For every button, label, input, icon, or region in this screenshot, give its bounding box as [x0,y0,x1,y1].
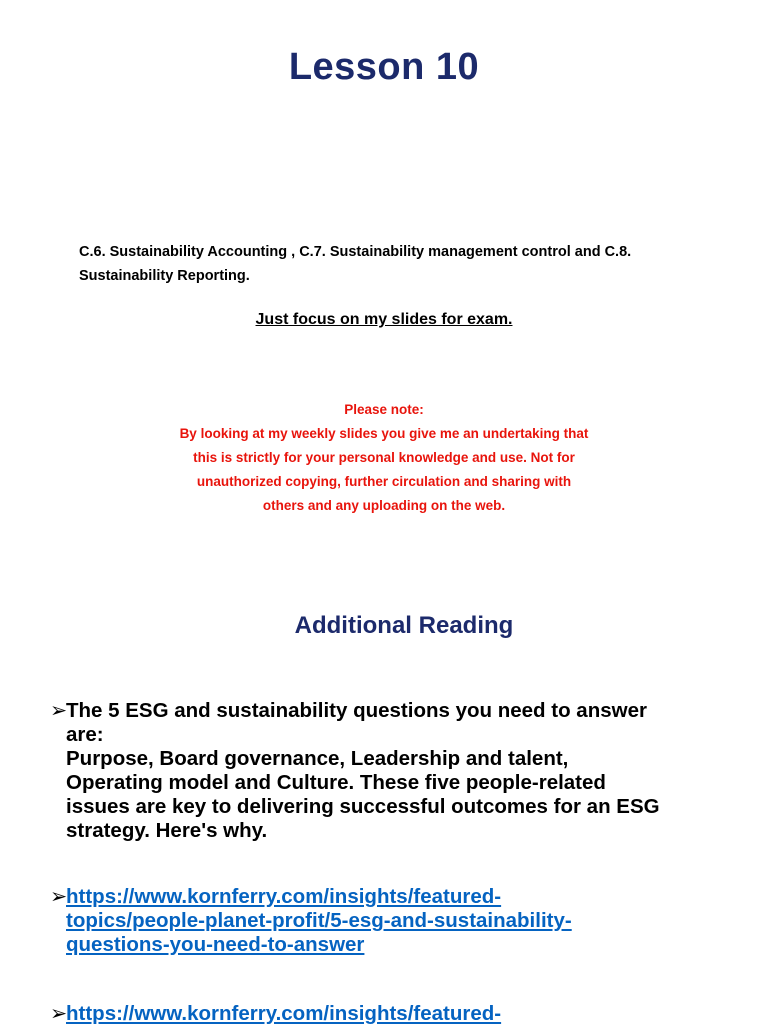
notice-line-1: By looking at my weekly slides you give me an undertaking that [179,426,589,441]
notice-line-3: unauthorized copying, further circulation and sharing with [196,474,572,489]
bullet-row [50,1002,750,1024]
link-line-1[interactable]: https://www.kornferry.com/insights/featured- [66,1002,502,1024]
notice-heading: Please note: [344,402,424,417]
link-line-3[interactable]: questions-you-need-to-answer [66,933,365,956]
topics-line-2: Sustainability Reporting. [79,268,250,284]
additional-reading-heading: Additional Reading [294,612,514,639]
item-text-line-2: are: [66,723,104,746]
arrow-bullet-icon: ➢ [50,1002,68,1024]
please-note-notice [0,398,768,518]
focus-note: Just focus on my slides for exam. [255,311,513,328]
link-line-1[interactable]: https://www.kornferry.com/insights/featured- [66,885,502,908]
bullet-row [50,699,750,843]
topics-text [79,240,729,288]
kornferry-link[interactable] [66,885,750,957]
item-text-line-6: strategy. Here's why. [66,819,268,842]
bullet-row [50,885,750,957]
reading-item-esg-questions [50,699,750,843]
item-text-line-4: Operating model and Culture. These five people-related [66,771,606,794]
arrow-bullet-icon: ➢ [50,699,68,722]
item-text-line-1: The 5 ESG and sustainability questions you need to answer [66,699,647,722]
page-title: Lesson 10 [288,46,480,88]
notice-line-4: others and any uploading on the web. [262,498,506,513]
item-text-line-3: Purpose, Board governance, Leadership and talent, [66,747,569,770]
notice-line-2: this is strictly for your personal knowledge and use. Not for [193,450,575,465]
topics-line-1: C.6. Sustainability Accounting , C.7. Sustainability management control and C.8. [79,244,632,260]
reading-item-link-1 [50,885,750,957]
link-line-2[interactable]: topics/people-planet-profit/5-esg-and-sustainability- [66,909,572,932]
item-text-line-5: issues are key to delivering successful outcomes for an ESG [66,795,660,818]
kornferry-link-2[interactable] [66,1002,750,1024]
arrow-bullet-icon: ➢ [50,885,68,908]
reading-item-link-2 [50,1002,750,1024]
